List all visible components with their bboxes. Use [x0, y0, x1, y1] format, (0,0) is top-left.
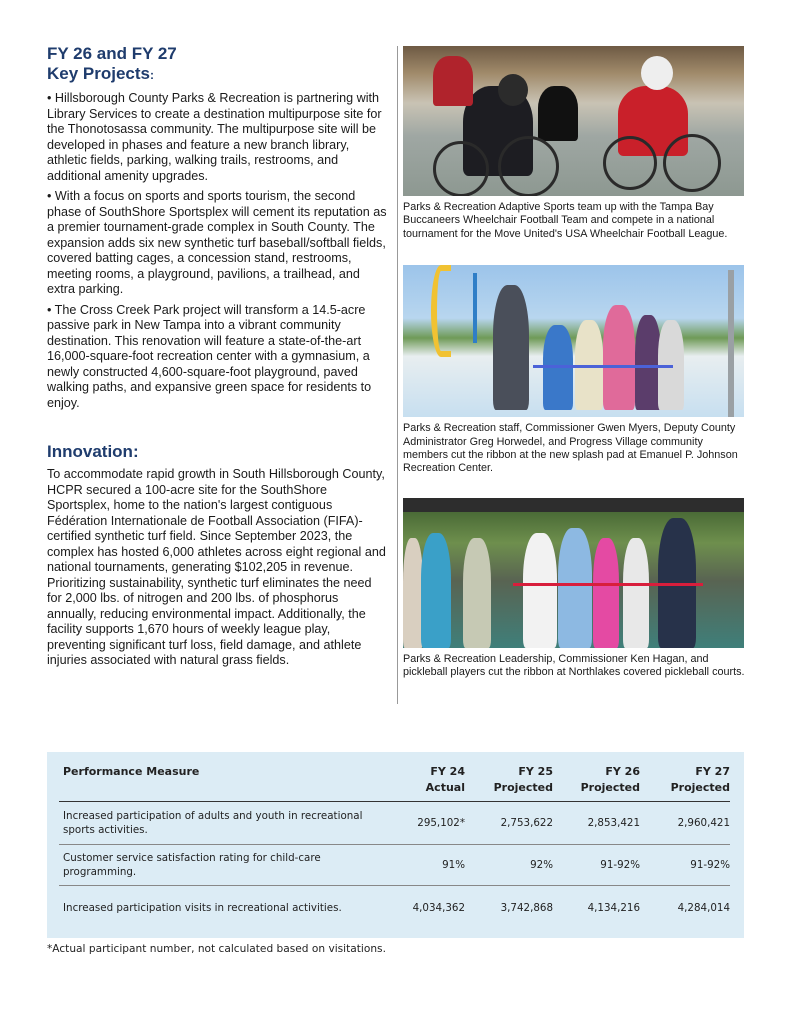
pickleball-ribbon-photo	[403, 498, 744, 648]
right-column	[403, 46, 745, 680]
fy27-value: 4,284,014	[677, 901, 730, 914]
table-footnote: *Actual participant number, not calculated based on visitations.	[47, 943, 386, 955]
measure-name: Customer service satisfaction rating for child-care programming.	[63, 852, 321, 878]
measure-name: Increased participation visits in recreational activities.	[63, 901, 342, 914]
column-divider	[397, 46, 398, 704]
header-fy25: FY 25 Projected	[493, 765, 553, 794]
innovation-heading: Innovation:	[47, 442, 139, 461]
project-bullet-library: • Hillsborough County Parks & Recreation is partnering with Library Services to create a destination multipurpose site for the Thonotosassa community. The multipurpose site will be developed in phases and feature a new branch library, athletic fields, parking, walking trails, restrooms, and additional amenity upgrades.	[47, 91, 382, 183]
header-fy24: FY 24 Actual	[425, 765, 465, 794]
fy25-value: 3,742,868	[500, 901, 553, 914]
key-projects-heading	[47, 44, 387, 85]
photo-caption-1: Parks & Recreation Adaptive Sports team up with the Tampa Bay Buccaneers Wheelchair Football Team and compete in a national tournament for the Move United's USA Wheelchair Football League.	[403, 201, 728, 240]
wheelchair-football-photo	[403, 46, 744, 196]
measure-name: Increased participation of adults and youth in recreational sports activities.	[63, 810, 363, 836]
fy26-value: 2,853,421	[587, 817, 640, 829]
fy24-value: 4,034,362	[412, 901, 465, 914]
fy25-value: 92%	[530, 859, 553, 871]
splash-pad-ribbon-photo	[403, 265, 744, 417]
fy24-value: 295,102*	[417, 817, 465, 829]
header-fy26: FY 26 Projected	[580, 765, 640, 794]
fy24-value: 91%	[442, 859, 465, 871]
table-row	[59, 845, 730, 886]
fy25-value: 2,753,622	[500, 817, 553, 829]
heading-line-2: Key Projects	[47, 64, 150, 83]
performance-table	[59, 762, 730, 930]
header-fy27: FY 27 Projected	[670, 765, 730, 794]
table-row	[59, 802, 730, 845]
table-row	[59, 886, 730, 930]
fy26-value: 4,134,216	[587, 901, 640, 914]
fy27-value: 2,960,421	[677, 817, 730, 829]
project-bullet-cross-creek: • The Cross Creek Park project will transform a 14.5-acre passive park in New Tampa into a vibrant community destination. This renovation will feature a state-of-the-art 16,000-square-foot recreation center with a gymnasium, a newly constructed 4,600-square-foot playground, paved walking paths, and expansive green space for residents to enjoy.	[47, 302, 372, 410]
performance-table-panel	[47, 752, 744, 938]
photo-caption-2: Parks & Recreation staff, Commissioner Gwen Myers, Deputy County Administrator Greg Horwedel, and Progress Village community members cut the ribbon at the new splash pad at Emanuel P. Johnson Recreation Center.	[403, 422, 738, 475]
fy27-value: 91-92%	[690, 859, 730, 871]
photo-caption-3: Parks & Recreation Leadership, Commissioner Ken Hagan, and pickleball players cut the ribbon at Northlakes covered pickleball courts.	[403, 652, 745, 679]
heading-colon: :	[150, 68, 154, 82]
table-header-row	[59, 762, 730, 802]
left-column	[47, 44, 387, 669]
heading-line-1: FY 26 and FY 27	[47, 44, 177, 63]
header-performance-measure: Performance Measure	[63, 765, 200, 778]
project-bullet-sportsplex: • With a focus on sports and sports tourism, the second phase of SouthShore Sportsplex will cement its reputation as a premier tournament-grade complex in South County. The expansion adds six new synthetic turf baseball/softball fields, covered batting cages, a concession stand, restrooms, meeting rooms, a playground, pavilions, a trailhead, and extra parking.	[47, 189, 387, 296]
fy26-value: 91-92%	[600, 859, 640, 871]
innovation-text: To accommodate rapid growth in South Hillsborough County, HCPR secured a 100-acre site for the SouthShore Sportsplex, home to the nation's largest contiguous Fédération Internationale de Football Association (FIFA)-certified synthetic turf field. Since September 2023, the complex has hosted 6,000 athletes across eight regional and national tournaments, generating $102,205 in revenue. Prioritizing sustainability, synthetic turf eliminates the need for 2,000 lbs. of nitrogen and 200 lbs. of phosphorus annually, reducing environmental impact. Additionally, the facility supports 1,670 hours of weekly league play, preventing significant turf loss, field damage, and athlete injuries associated with natural grass fields.	[47, 467, 386, 667]
